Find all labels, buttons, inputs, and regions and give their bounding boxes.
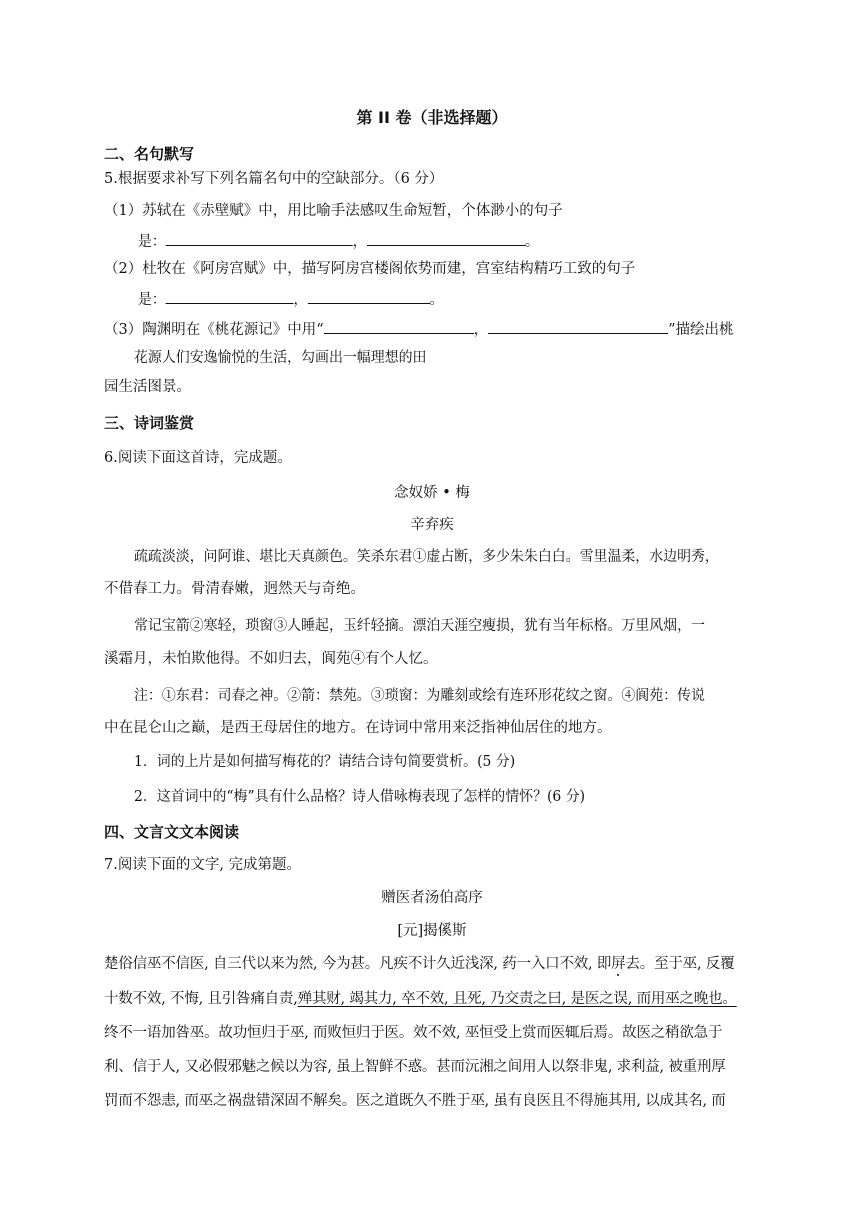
emphasized-char: 屏	[611, 956, 626, 972]
answer-blank-1b[interactable]	[367, 231, 525, 246]
answer-blank-3b[interactable]	[488, 319, 668, 334]
text-title: 赠医者汤伯高序	[381, 890, 483, 906]
section-heading-classical: 四、文言文文本阅读	[104, 823, 240, 841]
item-3-prompt	[104, 319, 760, 340]
text-segment: 去。至于巫, 反覆	[625, 956, 735, 972]
item-3-lead: （3）陶渊明在《桃花源记》中用“	[104, 322, 324, 338]
answer-blank-3a[interactable]	[324, 319, 474, 334]
item-3-end: 园生活图景。	[104, 379, 191, 395]
comma: ，	[293, 292, 308, 308]
poem-note-line-2: 中在昆仑山之巅，是西王母居住的地方。在诗词中常用来泛指神仙居住的地方。	[104, 720, 612, 736]
item-3-continuation: 花源人们安逸愉悦的生活，勾画出一幅理想的田	[134, 350, 427, 366]
text-segment: 楚俗信巫不信医, 自三代以来为然, 今为甚。凡疾不计久近浅深, 药一入口不效, 即	[104, 956, 612, 972]
item-1-prompt: （1）苏轼在《赤壁赋》中，用比喻手法感叹生命短暂，个体渺小的句子	[104, 203, 563, 219]
item-2-lead: 是：	[138, 292, 166, 308]
text-line-2	[104, 989, 760, 1009]
poem-stanza-1-line-2: 不借春工力。骨清春嫩，迥然天与奇绝。	[104, 581, 365, 597]
poem-note-line-1: 注：①东君：司春之神。②箭：禁苑。③琐窗：为雕刻或绘有连环形花纹之窗。④阆苑：传说	[134, 688, 705, 704]
item-1-answer-line	[138, 231, 764, 252]
period: 。	[429, 292, 444, 308]
period: 。	[524, 234, 539, 250]
item-1-lead: 是：	[138, 234, 166, 250]
section-heading-poetry: 三、诗词鉴赏	[104, 414, 195, 432]
underlined-sentence: 殚其财, 竭其力, 卒不效, 且死, 乃交责之曰, 是医之误, 而用巫之晚也。	[297, 991, 737, 1007]
text-line-1	[104, 954, 760, 974]
answer-blank-1a[interactable]	[166, 231, 353, 246]
text-segment: 十数不效, 不悔, 且引咎痛自责,	[104, 991, 298, 1007]
comma: ，	[473, 322, 489, 338]
text-line-5: 罚而不怨恚, 而巫之祸盘错深固不解矣。医之道既久不胜于巫, 虽有良医且不得施其用, 以成其名, 而	[104, 1093, 726, 1109]
question-6: 6.阅读下面这首诗，完成题。	[104, 450, 292, 466]
text-line-4: 利、信于人, 又必假邪魅之候以为容, 虽上智鲜不惑。甚而沅湘之间用人以祭非鬼, 求利益, 被重刑厚	[104, 1059, 726, 1075]
answer-blank-2a[interactable]	[166, 289, 294, 304]
answer-blank-2b[interactable]	[307, 289, 429, 304]
question-5: 5.根据要求补写下列名篇名句中的空缺部分。（6 分）	[104, 171, 444, 187]
sub-question-2: 2．这首词中的“梅”具有什么品格？诗人借咏梅表现了怎样的情怀？(6 分)	[134, 789, 586, 805]
item-3-tail: ”描绘出桃	[668, 322, 734, 338]
poem-stanza-2-line-1: 常记宝箭②寒轻，琐窗③人睡起，玉纤轻摘。漂泊天涯空瘦损，犹有当年标格。万里风烟，一	[134, 618, 705, 634]
comma: ，	[352, 234, 367, 250]
sub-question-1: 1．词的上片是如何描写梅花的？请结合诗句简要赏析。(5 分)	[134, 754, 516, 770]
section-title: 第 II 卷（非选择题）	[356, 108, 508, 127]
text-line-3: 终不一语加咎巫。故功恒归于巫, 而败恒归于医。效不效, 巫恒受上赏而医辄后焉。故医之稍欲急于	[104, 1025, 723, 1041]
poem-stanza-2-line-2: 溪霜月，未怕欺他得。不如归去，阆苑④有个人忆。	[104, 651, 438, 667]
poem-stanza-1-line-1: 疏疏淡淡，问阿谁、堪比天真颜色。笑杀东君①虚占断，多少朱朱白白。雪里温柔，水边明秀，	[134, 549, 719, 565]
text-author: [元]揭傒斯	[397, 923, 467, 939]
item-2-answer-line	[138, 289, 764, 310]
question-7: 7.阅读下面的文字, 完成第题。	[104, 857, 302, 873]
poem-title: 念奴娇 • 梅	[394, 485, 470, 501]
poem-author: 辛弃疾	[410, 517, 454, 533]
section-heading-recitation: 二、名句默写	[104, 145, 195, 163]
item-2-prompt: （2）杜牧在《阿房宫赋》中，描写阿房宫楼阁依势而建，宫室结构精巧工致的句子	[104, 261, 636, 277]
